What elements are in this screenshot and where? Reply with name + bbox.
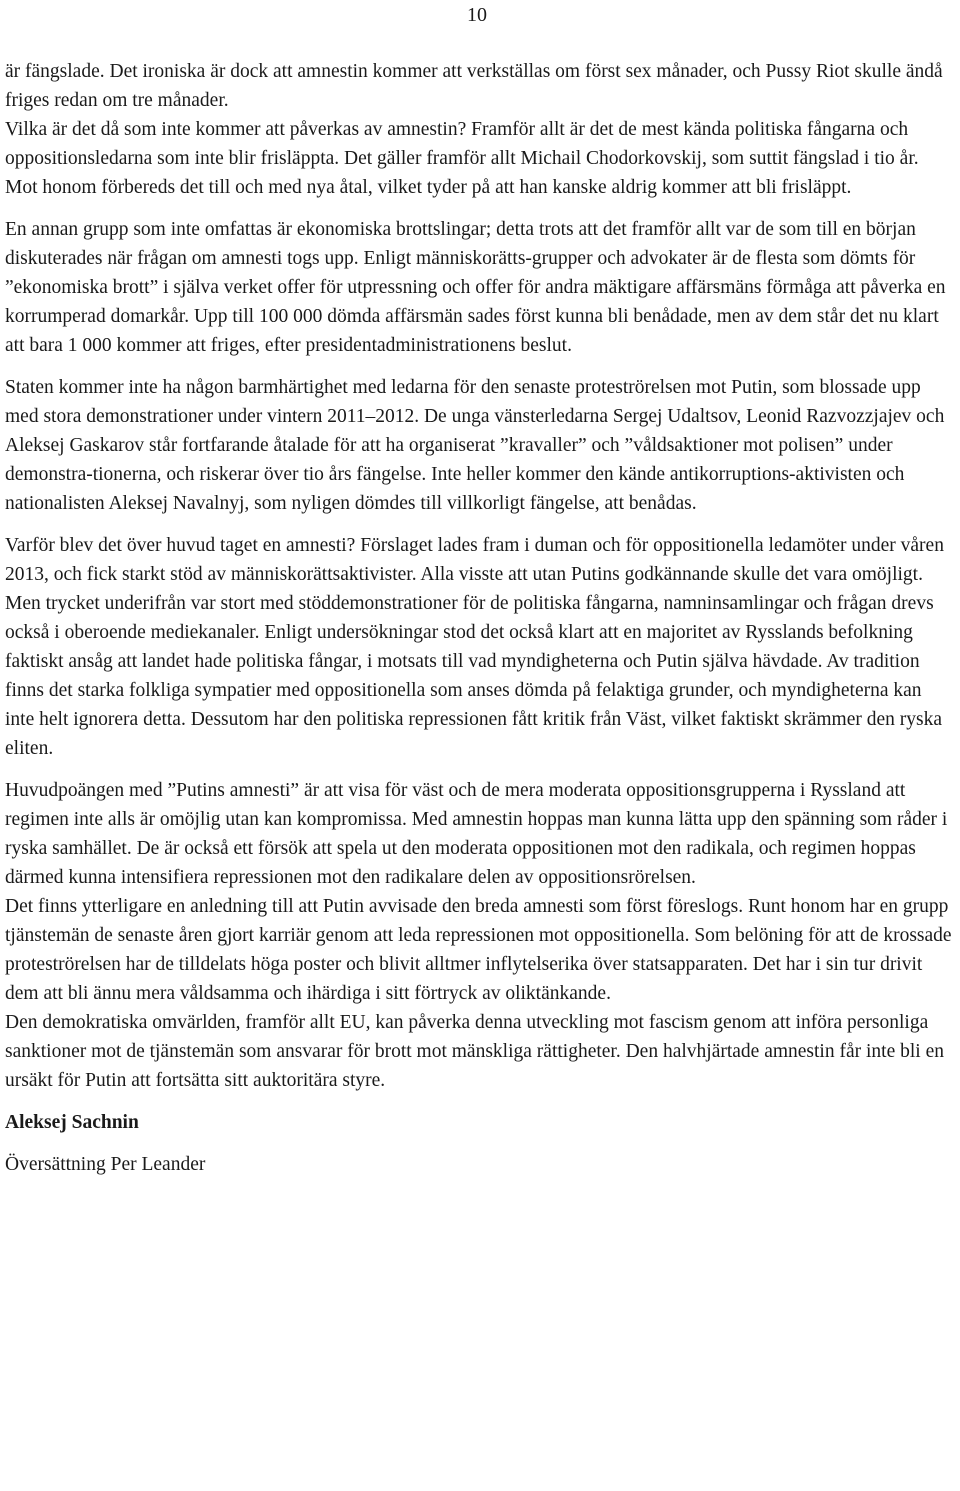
paragraph-8: Den demokratiska omvärlden, framför allt EU, kan påverka denna utveckling mot fascism genom att införa personliga sanktioner mot de tjänstemän som ansvarar för brott mot mänskliga rättigheter. Den halvhjärtade amnestin får inte bli en ursäkt för Putin att fortsätta sitt auktoritära styre. [5, 1012, 944, 1091]
paragraph-3: En annan grupp som inte omfattas är ekonomiska brottslingar; detta trots att det framför allt var de som till en början diskuterades när frågan om amnesti togs upp. Enligt människorätts-grupper och advokater är de flesta som dömts för ”ekonomiska brott” i själva verket offer för utpressning och offer för andra mäktigare affärsmäns förmåga att påverka en korrumperad domarkår. Upp till 100 000 dömda affärsmän sades först kunna bli benådade, men av dem står det nu klart att bara 1 000 kommer att friges, efter presidentadministrationens beslut. [5, 219, 946, 356]
paragraph-4: Staten kommer inte ha någon barmhärtighet med ledarna för den senaste proteströrelsen mot Putin, som blossade upp med stora demonstrationer under vintern 2011–2012. De unga vänsterledarna Sergej Udaltsov, Leonid Razvozzjajev och Aleksej Gaskarov står fortfarande åtalade för att ha organiserat ”kravaller” och ”våldsaktioner mot polisen” under demonstra-tionerna, och riskerar över tio års fängelse. Inte heller kommer den kände antikorruptions-aktivisten och nationalisten Aleksej Navalnyj, som nyligen dömdes till villkorligt fängelse, att benådas. [5, 377, 945, 514]
paragraph-1: är fängslade. Det ironiska är dock att amnestin kommer att verkställas om först sex månader, och Pussy Riot skulle ändå friges redan om tre månader. [5, 61, 943, 111]
translator-credit: Översättning Per Leander [5, 1154, 206, 1175]
paragraph-2: Vilka är det då som inte kommer att påverkas av amnestin? Framför allt är det de mest kända politiska fångarna och oppositionsledarna som inte blir frisläppta. Det gäller framför allt Michail Chodorkovskij, som suttit fängslad i tio år. Mot honom förbereds det till och med nya åtal, vilket tyder på att han kanske aldrig kommer att bli frisläppt. [5, 119, 919, 198]
paragraph-5: Varför blev det över huvud taget en amnesti? Förslaget lades fram i duman och för oppositionella ledamöter under våren 2013, och fick starkt stöd av människorättsaktivister. Alla visste att utan Putins godkännande skulle det vara omöjligt. Men trycket underifrån var stort med stöddemonstrationer för de politiska fångarna, namninsamlingar och frågan drevs också i oberoende mediekanaler. Enligt undersökningar stod det också klart att en majoritet av Rysslands befolkning faktiskt ansåg att landet hade politiska fångar, i motsats till vad myndigheterna och Putin själva hävdade. Av tradition finns det starka folkliga sympatier med oppositionella som anses dömda på felaktiga grunder, och myndigheterna kan inte helt ignorera detta. Dessutom har den politiska repressionen fått kritik från Väst, vilket faktiskt skrämmer den ryska eliten. [5, 535, 944, 759]
author-name: Aleksej Sachnin [5, 1112, 139, 1133]
article-body [5, 57, 955, 1179]
paragraph-6: Huvudpoängen med ”Putins amnesti” är att visa för väst och de mera moderata oppositionsgrupperna i Ryssland att regimen inte alls är omöjlig utan kan kompromissa. Med amnestin hoppas man kunna lätta upp den spänning som råder i ryska samhället. De är också ett försök att spela ut den moderata oppositionen mot den radikala, och regimen hoppas därmed kunna intensifiera repressionen mot den radikalare delen av oppositionsrörelsen. [5, 780, 948, 888]
paragraph-7: Det finns ytterligare en anledning till att Putin avvisade den breda amnesti som först föreslogs. Runt honom har en grupp tjänstemän de senaste åren gjort karriär genom att leda repressionen mot oppositionella. Som belöning för att de krossade proteströrelsen har de tilldelats höga poster och blivit alltmer inflytelserika över statsapparaten. Det har i sin tur drivit dem att bli ännu mera våldsamma och ihärdiga i sitt förtryck av oliktänkande. [5, 896, 952, 1004]
page-number: 10 [467, 4, 487, 26]
